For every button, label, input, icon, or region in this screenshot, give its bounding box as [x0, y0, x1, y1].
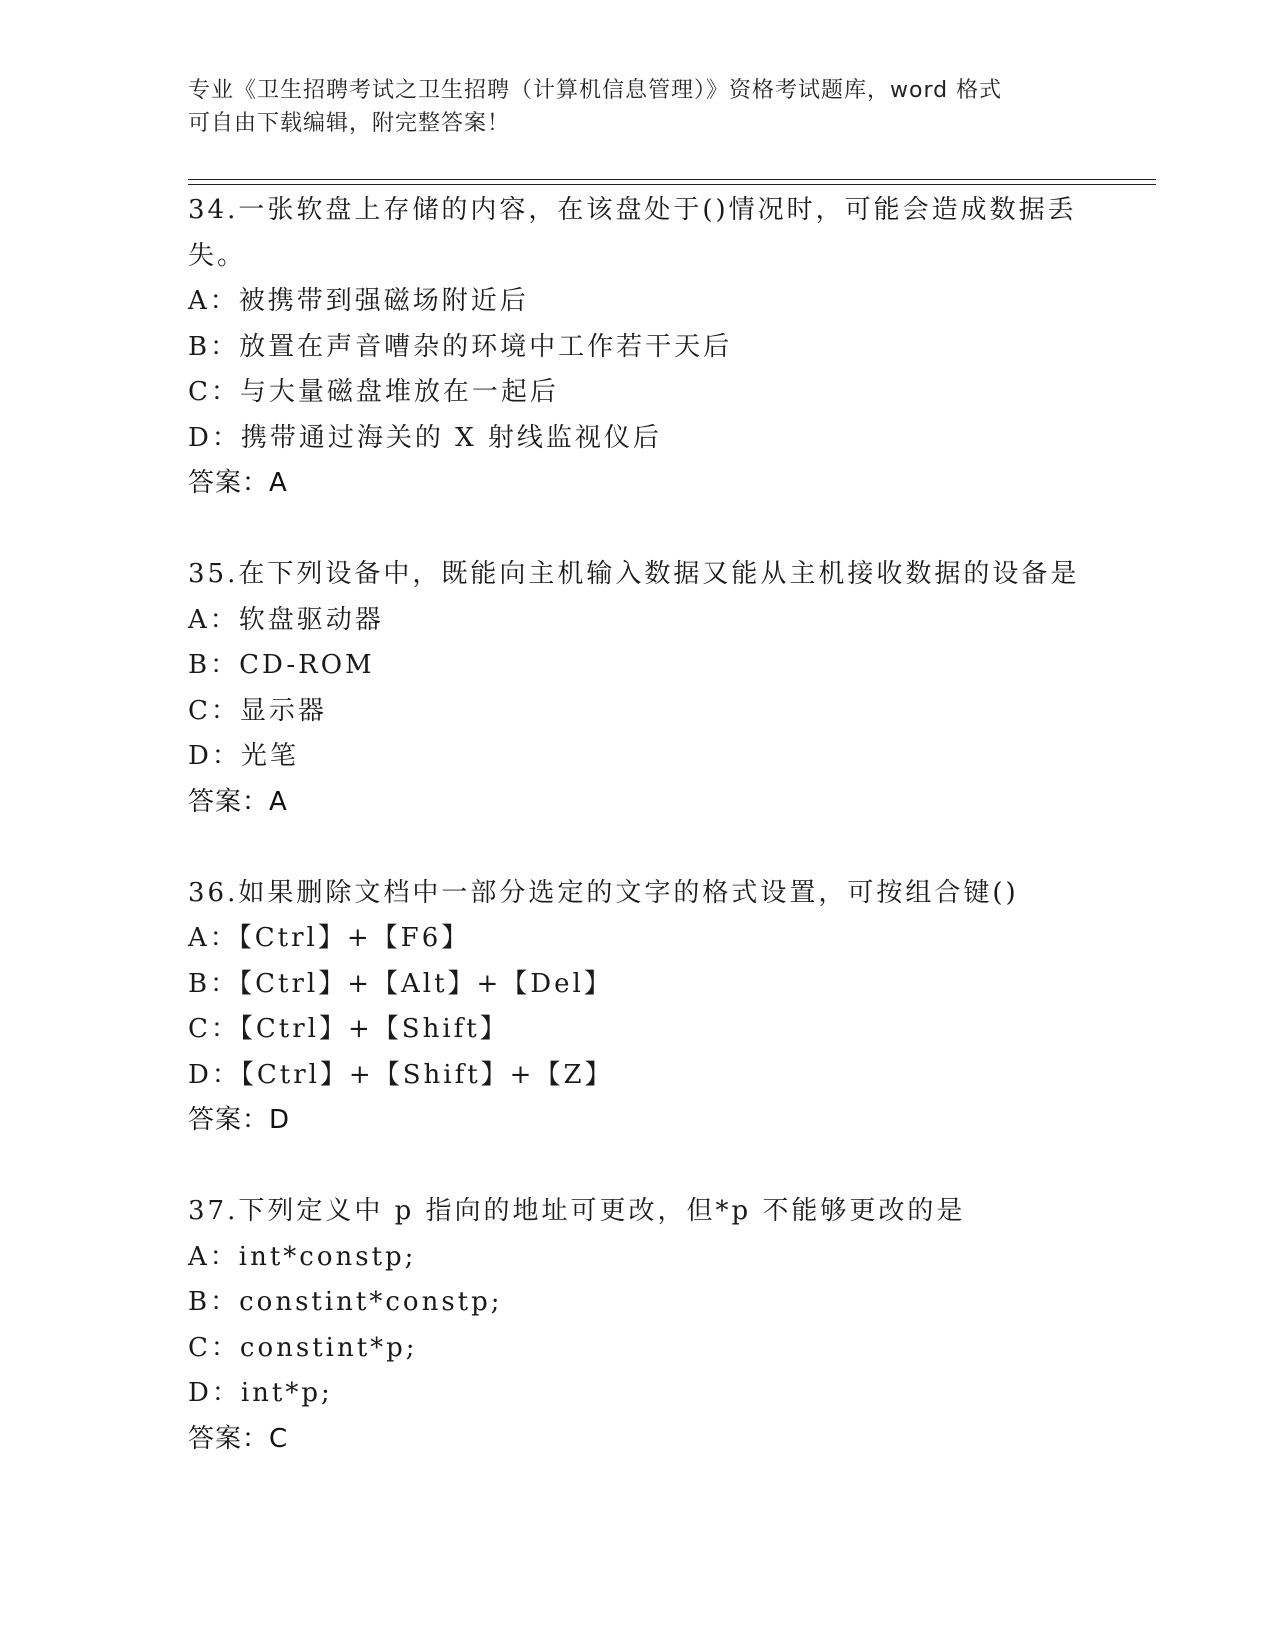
- question-text: 35.在下列设备中，既能向主机输入数据又能从主机接收数据的设备是: [188, 559, 1080, 589]
- document-header: [188, 74, 1088, 140]
- spacer: [188, 825, 1088, 871]
- spacer: [188, 507, 1088, 553]
- question-text: 36.如果删除文档中一部分选定的文字的格式设置，可按组合键(): [188, 877, 1019, 908]
- option-b: B：放置在声音嘈杂的环境中工作若干天后: [188, 331, 733, 362]
- option-a: A：软盘驱动器: [188, 604, 384, 635]
- answer-line: 答案：A: [188, 786, 288, 817]
- header-line-2: 可自由下载编辑，附完整答案！: [188, 111, 511, 136]
- option-d: D：携带通过海关的 X 射线监视仪后: [188, 422, 662, 453]
- option-d: D：int*p;: [188, 1378, 333, 1408]
- option-d: D：【Ctrl】+【Shift】+【Z】: [188, 1059, 614, 1090]
- question-text: 37.下列定义中 p 指向的地址可更改，但*p 不能够更改的是: [188, 1196, 966, 1226]
- option-d: D：光笔: [188, 741, 299, 771]
- option-b: B：constint*constp;: [188, 1287, 503, 1317]
- question-text: 34.一张软盘上存储的内容，在该盘处于()情况时，可能会造成数据丢: [188, 195, 1077, 225]
- option-a: A：int*constp;: [188, 1241, 417, 1272]
- option-b: B：【Ctrl】+【Alt】+【Del】: [188, 968, 613, 999]
- question-text-continued: 失。: [188, 240, 247, 271]
- question-37: [188, 1189, 1088, 1462]
- answer-line: 答案：D: [188, 1105, 291, 1135]
- question-35: [188, 552, 1088, 825]
- option-c: C：【Ctrl】+【Shift】: [188, 1014, 509, 1044]
- header-divider-top: [188, 179, 1156, 180]
- option-c: C：与大量磁盘堆放在一起后: [188, 377, 559, 407]
- option-a: A：被携带到强磁场附近后: [188, 286, 529, 316]
- question-34: [188, 188, 1088, 507]
- spacer: [188, 1144, 1088, 1190]
- option-c: C：显示器: [188, 695, 327, 726]
- option-b: B：CD-ROM: [188, 650, 375, 680]
- header-line-1: 专业《卫生招聘考试之卫生招聘（计算机信息管理）》资格考试题库，word 格式: [188, 78, 1003, 103]
- answer-line: 答案：C: [188, 1423, 289, 1454]
- option-a: A：【Ctrl】+【F6】: [188, 923, 471, 953]
- question-36: [188, 871, 1088, 1144]
- answer-line: 答案：A: [188, 468, 288, 498]
- question-list: [188, 188, 1088, 1462]
- option-c: C：constint*p;: [188, 1332, 418, 1363]
- header-divider-bottom: [188, 184, 1156, 185]
